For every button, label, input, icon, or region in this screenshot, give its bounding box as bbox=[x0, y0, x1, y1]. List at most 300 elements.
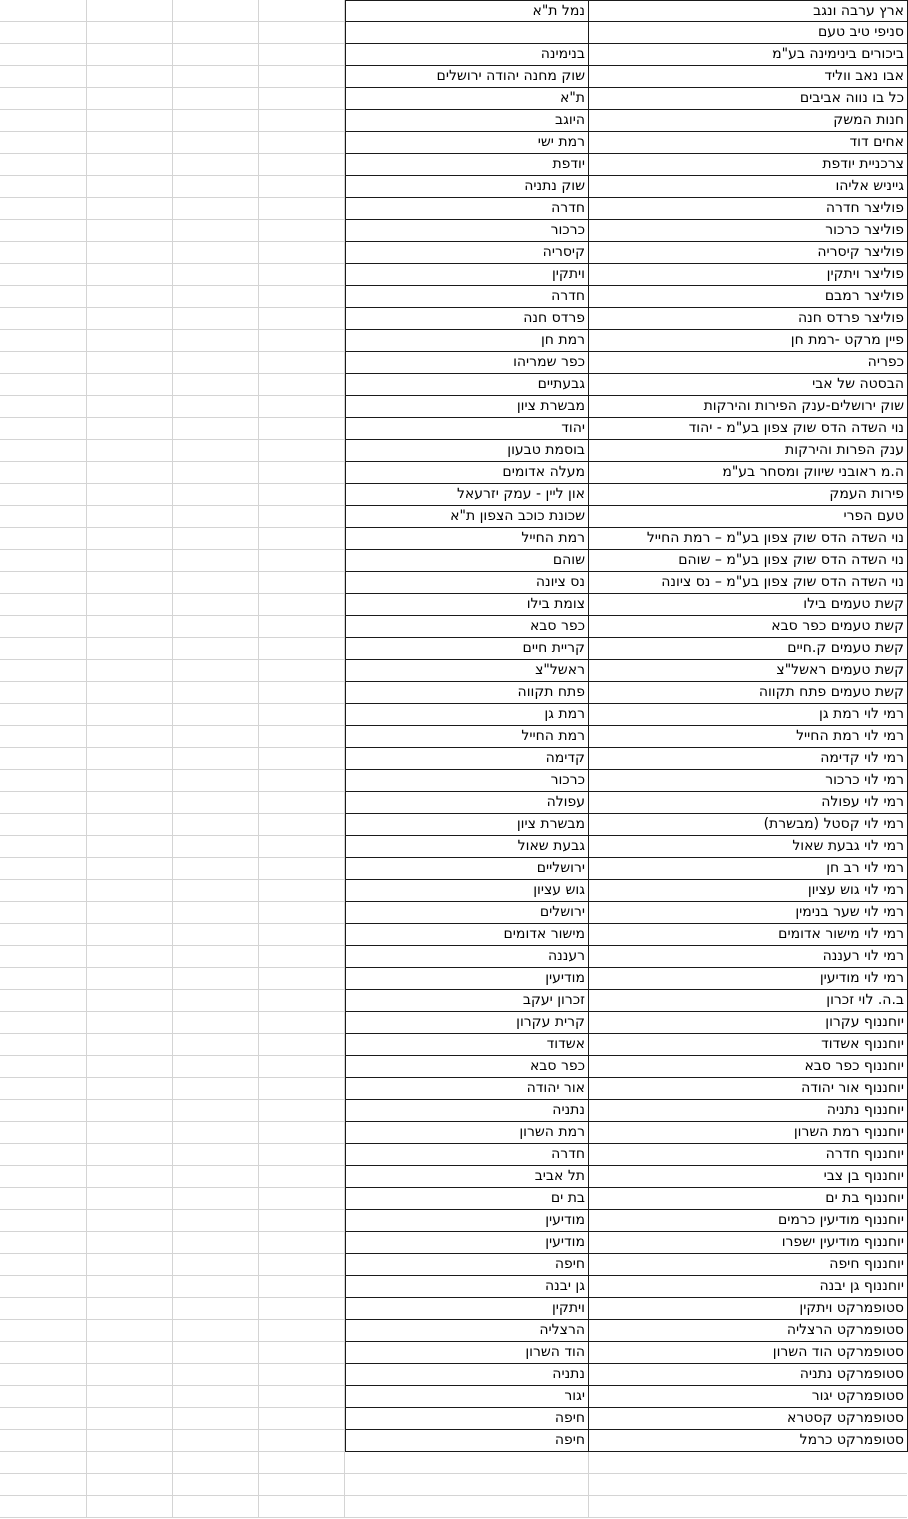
empty-cell[interactable] bbox=[173, 66, 259, 88]
empty-cell[interactable] bbox=[0, 374, 87, 396]
empty-cell[interactable] bbox=[173, 242, 259, 264]
empty-cell[interactable] bbox=[173, 440, 259, 462]
store-cell[interactable]: סטופמרקט כרמל bbox=[589, 1430, 908, 1452]
empty-cell[interactable] bbox=[0, 1078, 87, 1100]
empty-cell[interactable] bbox=[259, 770, 345, 792]
store-cell[interactable]: רמי לוי רב חן bbox=[589, 858, 908, 880]
store-cell[interactable]: ביכורים בינימינה בע"מ bbox=[589, 44, 908, 66]
city-cell[interactable]: גבעת שאול bbox=[345, 836, 589, 858]
empty-cell[interactable] bbox=[259, 594, 345, 616]
empty-cell[interactable] bbox=[259, 814, 345, 836]
empty-cell[interactable] bbox=[0, 1452, 87, 1474]
store-cell[interactable]: פוליצר כרכור bbox=[589, 220, 908, 242]
store-cell[interactable]: ענק הפרות והירקות bbox=[589, 440, 908, 462]
empty-cell[interactable] bbox=[0, 1100, 87, 1122]
city-cell[interactable]: גוש עציון bbox=[345, 880, 589, 902]
empty-cell[interactable] bbox=[259, 1144, 345, 1166]
store-cell[interactable]: יוחננוף אשדוד bbox=[589, 1034, 908, 1056]
empty-cell[interactable] bbox=[87, 572, 173, 594]
empty-cell[interactable] bbox=[0, 88, 87, 110]
empty-cell[interactable] bbox=[87, 1056, 173, 1078]
store-cell[interactable]: קשת טעמים כפר סבא bbox=[589, 616, 908, 638]
empty-cell[interactable] bbox=[173, 330, 259, 352]
store-cell[interactable]: פוליצר רמבם bbox=[589, 286, 908, 308]
store-cell[interactable]: יוחננוף עקרון bbox=[589, 1012, 908, 1034]
empty-cell[interactable] bbox=[0, 44, 87, 66]
empty-cell[interactable] bbox=[259, 550, 345, 572]
empty-cell[interactable] bbox=[173, 946, 259, 968]
store-cell[interactable]: רמי לוי רמת החייל bbox=[589, 726, 908, 748]
empty-cell[interactable] bbox=[87, 242, 173, 264]
empty-cell[interactable] bbox=[173, 792, 259, 814]
empty-cell[interactable] bbox=[173, 198, 259, 220]
empty-cell[interactable] bbox=[259, 374, 345, 396]
empty-cell[interactable] bbox=[173, 550, 259, 572]
city-cell[interactable]: רמת החייל bbox=[345, 726, 589, 748]
empty-cell[interactable] bbox=[259, 1078, 345, 1100]
empty-cell[interactable] bbox=[87, 0, 173, 22]
store-cell[interactable]: כפריה bbox=[589, 352, 908, 374]
empty-cell[interactable] bbox=[87, 462, 173, 484]
empty-cell[interactable] bbox=[259, 1100, 345, 1122]
empty-cell[interactable] bbox=[259, 66, 345, 88]
store-cell[interactable]: אבו נאב ווליד bbox=[589, 66, 908, 88]
empty-cell[interactable] bbox=[173, 1408, 259, 1430]
empty-cell[interactable] bbox=[173, 374, 259, 396]
empty-cell[interactable] bbox=[87, 968, 173, 990]
city-cell[interactable]: יהוד bbox=[345, 418, 589, 440]
empty-cell[interactable] bbox=[173, 1430, 259, 1452]
empty-cell[interactable] bbox=[259, 1254, 345, 1276]
empty-cell[interactable] bbox=[87, 990, 173, 1012]
empty-cell[interactable] bbox=[259, 858, 345, 880]
city-cell[interactable]: שוק מחנה יהודה ירושלים bbox=[345, 66, 589, 88]
empty-cell[interactable] bbox=[173, 858, 259, 880]
empty-cell[interactable] bbox=[0, 616, 87, 638]
empty-cell[interactable] bbox=[0, 1320, 87, 1342]
empty-cell[interactable] bbox=[87, 528, 173, 550]
store-cell[interactable]: פוליצר קיסריה bbox=[589, 242, 908, 264]
empty-cell[interactable] bbox=[259, 946, 345, 968]
empty-cell[interactable] bbox=[173, 220, 259, 242]
empty-cell[interactable] bbox=[0, 792, 87, 814]
empty-cell[interactable] bbox=[173, 968, 259, 990]
city-cell[interactable]: עפולה bbox=[345, 792, 589, 814]
city-cell[interactable]: היוגב bbox=[345, 110, 589, 132]
empty-cell[interactable] bbox=[0, 638, 87, 660]
empty-cell[interactable] bbox=[87, 440, 173, 462]
city-cell[interactable]: הרצליה bbox=[345, 1320, 589, 1342]
empty-cell[interactable] bbox=[87, 1364, 173, 1386]
store-cell[interactable]: ה.מ ראובני שיווק ומסחר בע"מ bbox=[589, 462, 908, 484]
empty-cell[interactable] bbox=[87, 748, 173, 770]
store-cell[interactable]: רמי לוי קסטל (מבשרת) bbox=[589, 814, 908, 836]
empty-cell[interactable] bbox=[0, 440, 87, 462]
empty-cell[interactable] bbox=[259, 1122, 345, 1144]
empty-cell[interactable] bbox=[173, 1100, 259, 1122]
store-cell[interactable]: רמי לוי שער בנימין bbox=[589, 902, 908, 924]
empty-cell[interactable] bbox=[259, 1430, 345, 1452]
empty-cell[interactable] bbox=[259, 968, 345, 990]
city-cell[interactable]: רמת גן bbox=[345, 704, 589, 726]
city-cell[interactable]: נמל ת"א bbox=[345, 0, 589, 22]
empty-cell[interactable] bbox=[345, 1474, 589, 1496]
store-cell[interactable]: פיין מרקט -רמת חן bbox=[589, 330, 908, 352]
empty-cell[interactable] bbox=[87, 1012, 173, 1034]
empty-cell[interactable] bbox=[259, 110, 345, 132]
empty-cell[interactable] bbox=[0, 572, 87, 594]
city-cell[interactable]: חדרה bbox=[345, 198, 589, 220]
empty-cell[interactable] bbox=[0, 1188, 87, 1210]
store-cell[interactable]: יוחננוף בן צבי bbox=[589, 1166, 908, 1188]
empty-cell[interactable] bbox=[173, 1056, 259, 1078]
empty-cell[interactable] bbox=[259, 616, 345, 638]
empty-cell[interactable] bbox=[173, 528, 259, 550]
empty-cell[interactable] bbox=[259, 1408, 345, 1430]
empty-cell[interactable] bbox=[0, 1056, 87, 1078]
empty-cell[interactable] bbox=[87, 418, 173, 440]
empty-cell[interactable] bbox=[345, 1452, 589, 1474]
empty-cell[interactable] bbox=[87, 44, 173, 66]
empty-cell[interactable] bbox=[87, 352, 173, 374]
empty-cell[interactable] bbox=[87, 880, 173, 902]
empty-cell[interactable] bbox=[173, 154, 259, 176]
store-cell[interactable]: סטופמרקט הוד השרון bbox=[589, 1342, 908, 1364]
empty-cell[interactable] bbox=[87, 638, 173, 660]
empty-cell[interactable] bbox=[589, 1474, 907, 1496]
store-cell[interactable]: טעם הפרי bbox=[589, 506, 908, 528]
empty-cell[interactable] bbox=[0, 1232, 87, 1254]
city-cell[interactable]: ירושליים bbox=[345, 858, 589, 880]
city-cell[interactable]: אשדוד bbox=[345, 1034, 589, 1056]
store-cell[interactable]: רמי לוי גבעת שאול bbox=[589, 836, 908, 858]
empty-cell[interactable] bbox=[173, 660, 259, 682]
store-cell[interactable]: צרכניית יודפת bbox=[589, 154, 908, 176]
empty-cell[interactable] bbox=[173, 1122, 259, 1144]
city-cell[interactable] bbox=[345, 22, 589, 44]
empty-cell[interactable] bbox=[173, 1232, 259, 1254]
store-cell[interactable]: סטופמרקט הרצליה bbox=[589, 1320, 908, 1342]
empty-cell[interactable] bbox=[0, 1408, 87, 1430]
empty-cell[interactable] bbox=[259, 484, 345, 506]
empty-cell[interactable] bbox=[173, 1166, 259, 1188]
city-cell[interactable]: נתניה bbox=[345, 1100, 589, 1122]
empty-cell[interactable] bbox=[173, 132, 259, 154]
empty-cell[interactable] bbox=[173, 902, 259, 924]
empty-cell[interactable] bbox=[0, 176, 87, 198]
store-cell[interactable]: גייניש אליהו bbox=[589, 176, 908, 198]
city-cell[interactable]: חיפה bbox=[345, 1430, 589, 1452]
empty-cell[interactable] bbox=[0, 990, 87, 1012]
store-cell[interactable]: רמי לוי גוש עציון bbox=[589, 880, 908, 902]
empty-cell[interactable] bbox=[173, 1342, 259, 1364]
empty-cell[interactable] bbox=[259, 638, 345, 660]
city-cell[interactable]: פרדס חנה bbox=[345, 308, 589, 330]
empty-cell[interactable] bbox=[87, 1298, 173, 1320]
empty-cell[interactable] bbox=[0, 1386, 87, 1408]
empty-cell[interactable] bbox=[259, 880, 345, 902]
city-cell[interactable]: חיפה bbox=[345, 1408, 589, 1430]
store-cell[interactable]: רמי לוי עפולה bbox=[589, 792, 908, 814]
empty-cell[interactable] bbox=[0, 902, 87, 924]
empty-cell[interactable] bbox=[0, 1254, 87, 1276]
empty-cell[interactable] bbox=[259, 924, 345, 946]
empty-cell[interactable] bbox=[173, 1034, 259, 1056]
empty-cell[interactable] bbox=[87, 770, 173, 792]
empty-cell[interactable] bbox=[173, 1496, 259, 1518]
empty-cell[interactable] bbox=[259, 440, 345, 462]
empty-cell[interactable] bbox=[0, 0, 87, 22]
empty-cell[interactable] bbox=[87, 1386, 173, 1408]
empty-cell[interactable] bbox=[173, 1078, 259, 1100]
city-cell[interactable]: מודיעין bbox=[345, 1232, 589, 1254]
empty-cell[interactable] bbox=[173, 616, 259, 638]
city-cell[interactable]: ירושלים bbox=[345, 902, 589, 924]
empty-cell[interactable] bbox=[0, 506, 87, 528]
empty-cell[interactable] bbox=[173, 462, 259, 484]
empty-cell[interactable] bbox=[0, 1496, 87, 1518]
empty-cell[interactable] bbox=[173, 814, 259, 836]
empty-cell[interactable] bbox=[173, 264, 259, 286]
city-cell[interactable]: הוד השרון bbox=[345, 1342, 589, 1364]
empty-cell[interactable] bbox=[0, 286, 87, 308]
empty-cell[interactable] bbox=[173, 704, 259, 726]
empty-cell[interactable] bbox=[0, 660, 87, 682]
empty-cell[interactable] bbox=[259, 528, 345, 550]
empty-cell[interactable] bbox=[173, 88, 259, 110]
empty-cell[interactable] bbox=[173, 1474, 259, 1496]
store-cell[interactable]: יוחננוף בת ים bbox=[589, 1188, 908, 1210]
empty-cell[interactable] bbox=[259, 1452, 345, 1474]
empty-cell[interactable] bbox=[173, 1254, 259, 1276]
city-cell[interactable]: און ליין - עמק יזרעאל bbox=[345, 484, 589, 506]
city-cell[interactable]: מודיעין bbox=[345, 1210, 589, 1232]
empty-cell[interactable] bbox=[87, 594, 173, 616]
empty-cell[interactable] bbox=[0, 550, 87, 572]
empty-cell[interactable] bbox=[173, 726, 259, 748]
empty-cell[interactable] bbox=[87, 22, 173, 44]
store-cell[interactable]: קשת טעמים בילו bbox=[589, 594, 908, 616]
store-cell[interactable]: כל בו נווה אביבים bbox=[589, 88, 908, 110]
empty-cell[interactable] bbox=[259, 1166, 345, 1188]
store-cell[interactable]: רמי לוי רעננה bbox=[589, 946, 908, 968]
empty-cell[interactable] bbox=[87, 1034, 173, 1056]
empty-cell[interactable] bbox=[173, 1298, 259, 1320]
empty-cell[interactable] bbox=[173, 484, 259, 506]
city-cell[interactable]: כפר סבא bbox=[345, 1056, 589, 1078]
city-cell[interactable]: רמת ישי bbox=[345, 132, 589, 154]
city-cell[interactable]: יגור bbox=[345, 1386, 589, 1408]
empty-cell[interactable] bbox=[87, 286, 173, 308]
empty-cell[interactable] bbox=[87, 1276, 173, 1298]
empty-cell[interactable] bbox=[259, 572, 345, 594]
store-cell[interactable]: פוליצר חדרה bbox=[589, 198, 908, 220]
empty-cell[interactable] bbox=[87, 1320, 173, 1342]
empty-cell[interactable] bbox=[259, 264, 345, 286]
store-cell[interactable]: ב.ה. לוי זכרון bbox=[589, 990, 908, 1012]
store-cell[interactable]: רמי לוי מודיעין bbox=[589, 968, 908, 990]
city-cell[interactable]: קיסריה bbox=[345, 242, 589, 264]
empty-cell[interactable] bbox=[87, 264, 173, 286]
empty-cell[interactable] bbox=[259, 352, 345, 374]
city-cell[interactable]: זכרון יעקב bbox=[345, 990, 589, 1012]
empty-cell[interactable] bbox=[0, 1210, 87, 1232]
store-cell[interactable]: נוי השדה הדס שוק צפון בע"מ – שוהם bbox=[589, 550, 908, 572]
empty-cell[interactable] bbox=[87, 858, 173, 880]
empty-cell[interactable] bbox=[87, 66, 173, 88]
empty-cell[interactable] bbox=[259, 0, 345, 22]
empty-cell[interactable] bbox=[87, 396, 173, 418]
empty-cell[interactable] bbox=[87, 1342, 173, 1364]
store-cell[interactable]: נוי השדה הדס שוק צפון בע"מ – נס ציונה bbox=[589, 572, 908, 594]
empty-cell[interactable] bbox=[259, 22, 345, 44]
empty-cell[interactable] bbox=[87, 176, 173, 198]
empty-cell[interactable] bbox=[259, 1342, 345, 1364]
store-cell[interactable]: סטופמרקט יגור bbox=[589, 1386, 908, 1408]
empty-cell[interactable] bbox=[173, 836, 259, 858]
empty-cell[interactable] bbox=[259, 1496, 345, 1518]
empty-cell[interactable] bbox=[0, 946, 87, 968]
empty-cell[interactable] bbox=[0, 528, 87, 550]
empty-cell[interactable] bbox=[173, 1210, 259, 1232]
empty-cell[interactable] bbox=[259, 154, 345, 176]
empty-cell[interactable] bbox=[0, 836, 87, 858]
empty-cell[interactable] bbox=[173, 286, 259, 308]
store-cell[interactable]: שוק ירושלים-ענק הפירות והירקות bbox=[589, 396, 908, 418]
empty-cell[interactable] bbox=[259, 418, 345, 440]
empty-cell[interactable] bbox=[0, 330, 87, 352]
empty-cell[interactable] bbox=[87, 836, 173, 858]
empty-cell[interactable] bbox=[0, 396, 87, 418]
store-cell[interactable]: קשת טעמים ק.חיים bbox=[589, 638, 908, 660]
city-cell[interactable]: רמת חן bbox=[345, 330, 589, 352]
city-cell[interactable]: כפר שמריהו bbox=[345, 352, 589, 374]
empty-cell[interactable] bbox=[173, 924, 259, 946]
store-cell[interactable]: יוחננוף כפר סבא bbox=[589, 1056, 908, 1078]
city-cell[interactable]: בת ים bbox=[345, 1188, 589, 1210]
store-cell[interactable]: קשת טעמים ראשל"צ bbox=[589, 660, 908, 682]
empty-cell[interactable] bbox=[0, 594, 87, 616]
empty-cell[interactable] bbox=[87, 1210, 173, 1232]
empty-cell[interactable] bbox=[87, 682, 173, 704]
city-cell[interactable]: ויתקין bbox=[345, 264, 589, 286]
empty-cell[interactable] bbox=[0, 418, 87, 440]
city-cell[interactable]: רעננה bbox=[345, 946, 589, 968]
city-cell[interactable]: שכונת כוכב הצפון ת"א bbox=[345, 506, 589, 528]
empty-cell[interactable] bbox=[259, 286, 345, 308]
empty-cell[interactable] bbox=[173, 770, 259, 792]
empty-cell[interactable] bbox=[259, 132, 345, 154]
empty-cell[interactable] bbox=[0, 1012, 87, 1034]
empty-cell[interactable] bbox=[0, 1034, 87, 1056]
store-cell[interactable]: רמי לוי כרכור bbox=[589, 770, 908, 792]
empty-cell[interactable] bbox=[259, 198, 345, 220]
empty-cell[interactable] bbox=[0, 66, 87, 88]
city-cell[interactable]: רמת החייל bbox=[345, 528, 589, 550]
empty-cell[interactable] bbox=[259, 308, 345, 330]
empty-cell[interactable] bbox=[0, 1276, 87, 1298]
empty-cell[interactable] bbox=[87, 154, 173, 176]
empty-cell[interactable] bbox=[0, 748, 87, 770]
empty-cell[interactable] bbox=[173, 44, 259, 66]
empty-cell[interactable] bbox=[259, 1320, 345, 1342]
city-cell[interactable]: צומת בילו bbox=[345, 594, 589, 616]
empty-cell[interactable] bbox=[173, 1188, 259, 1210]
empty-cell[interactable] bbox=[0, 858, 87, 880]
empty-cell[interactable] bbox=[0, 22, 87, 44]
store-cell[interactable]: יוחננוף מודיעין ישפרו bbox=[589, 1232, 908, 1254]
store-cell[interactable]: יוחננוף גן יבנה bbox=[589, 1276, 908, 1298]
empty-cell[interactable] bbox=[173, 1386, 259, 1408]
empty-cell[interactable] bbox=[173, 748, 259, 770]
empty-cell[interactable] bbox=[173, 396, 259, 418]
city-cell[interactable]: פתח תקווה bbox=[345, 682, 589, 704]
empty-cell[interactable] bbox=[87, 1232, 173, 1254]
empty-cell[interactable] bbox=[0, 242, 87, 264]
store-cell[interactable]: פירות העמק bbox=[589, 484, 908, 506]
store-cell[interactable]: אחים דוד bbox=[589, 132, 908, 154]
empty-cell[interactable] bbox=[259, 1386, 345, 1408]
empty-cell[interactable] bbox=[87, 1496, 173, 1518]
store-cell[interactable]: רמי לוי קדימה bbox=[589, 748, 908, 770]
store-cell[interactable]: חנות המשק bbox=[589, 110, 908, 132]
empty-cell[interactable] bbox=[259, 1210, 345, 1232]
empty-cell[interactable] bbox=[0, 1144, 87, 1166]
store-cell[interactable]: יוחננוף חיפה bbox=[589, 1254, 908, 1276]
empty-cell[interactable] bbox=[0, 968, 87, 990]
empty-cell[interactable] bbox=[259, 396, 345, 418]
empty-cell[interactable] bbox=[259, 462, 345, 484]
empty-cell[interactable] bbox=[173, 352, 259, 374]
empty-cell[interactable] bbox=[259, 88, 345, 110]
empty-cell[interactable] bbox=[259, 704, 345, 726]
empty-cell[interactable] bbox=[87, 792, 173, 814]
empty-cell[interactable] bbox=[0, 770, 87, 792]
empty-cell[interactable] bbox=[0, 1166, 87, 1188]
city-cell[interactable]: ראשל"צ bbox=[345, 660, 589, 682]
empty-cell[interactable] bbox=[87, 616, 173, 638]
city-cell[interactable]: חדרה bbox=[345, 1144, 589, 1166]
empty-cell[interactable] bbox=[87, 1166, 173, 1188]
empty-cell[interactable] bbox=[259, 990, 345, 1012]
empty-cell[interactable] bbox=[259, 792, 345, 814]
empty-cell[interactable] bbox=[173, 572, 259, 594]
store-cell[interactable]: רמי לוי רמת גן bbox=[589, 704, 908, 726]
empty-cell[interactable] bbox=[259, 1276, 345, 1298]
empty-cell[interactable] bbox=[0, 924, 87, 946]
empty-cell[interactable] bbox=[0, 308, 87, 330]
empty-cell[interactable] bbox=[259, 902, 345, 924]
store-cell[interactable]: ארץ ערבה ונגב bbox=[589, 0, 908, 22]
city-cell[interactable]: חדרה bbox=[345, 286, 589, 308]
city-cell[interactable]: מעלה אדומים bbox=[345, 462, 589, 484]
city-cell[interactable]: יודפת bbox=[345, 154, 589, 176]
empty-cell[interactable] bbox=[0, 1342, 87, 1364]
empty-cell[interactable] bbox=[0, 1298, 87, 1320]
empty-cell[interactable] bbox=[173, 0, 259, 22]
empty-cell[interactable] bbox=[259, 1188, 345, 1210]
city-cell[interactable]: ויתקין bbox=[345, 1298, 589, 1320]
empty-cell[interactable] bbox=[0, 814, 87, 836]
empty-cell[interactable] bbox=[259, 1298, 345, 1320]
empty-cell[interactable] bbox=[259, 1012, 345, 1034]
empty-cell[interactable] bbox=[87, 1078, 173, 1100]
city-cell[interactable]: שוק נתניה bbox=[345, 176, 589, 198]
city-cell[interactable]: תל אביב bbox=[345, 1166, 589, 1188]
empty-cell[interactable] bbox=[0, 1364, 87, 1386]
empty-cell[interactable] bbox=[0, 682, 87, 704]
store-cell[interactable]: נוי השדה הדס שוק צפון בע"מ - יהוד bbox=[589, 418, 908, 440]
